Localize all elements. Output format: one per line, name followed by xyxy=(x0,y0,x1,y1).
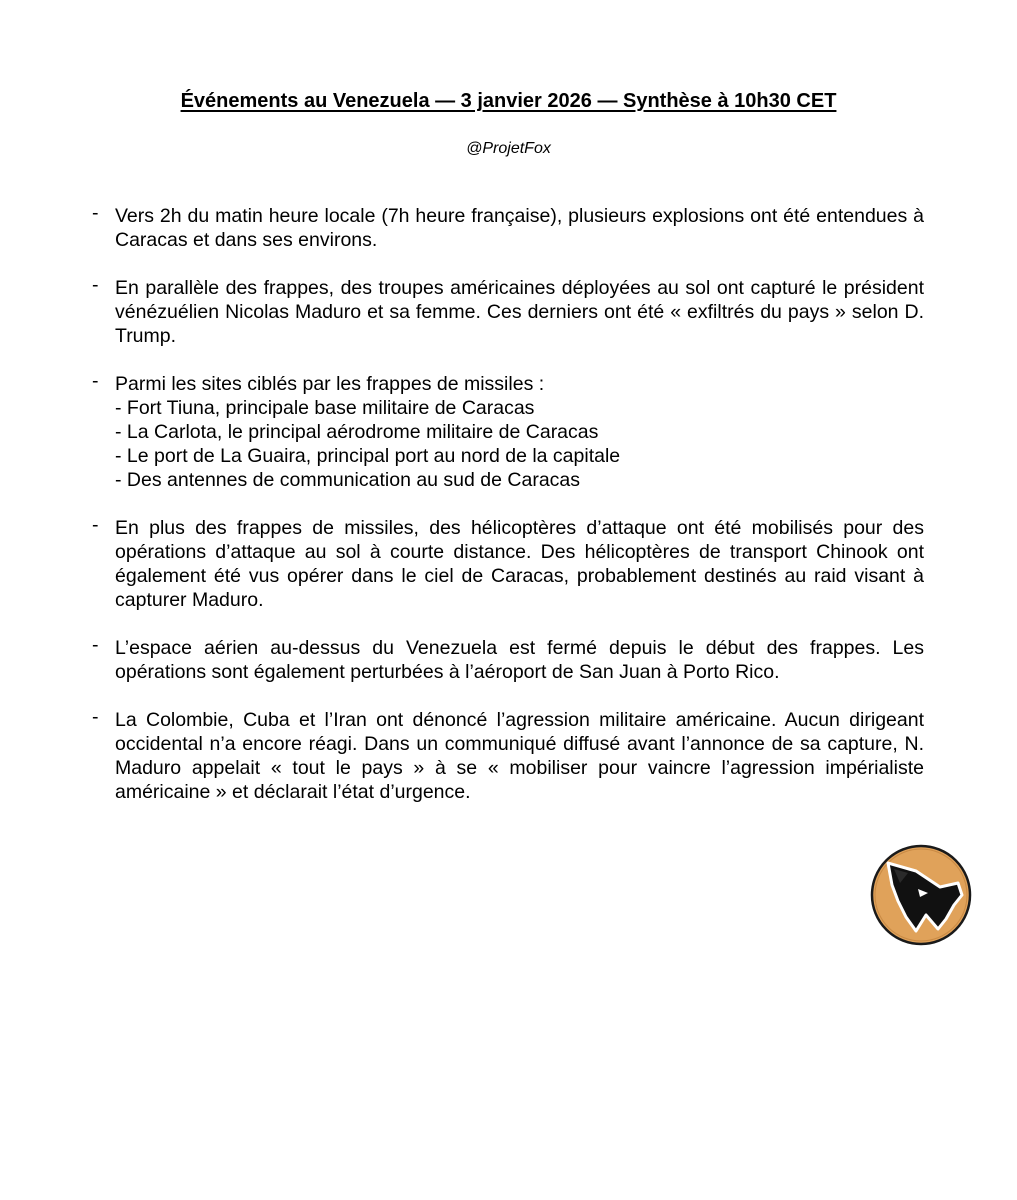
bullet-dash: - xyxy=(92,274,99,296)
target-site-item: - La Carlota, le principal aérodrome militaire de Caracas xyxy=(115,421,599,443)
target-site-item: - Le port de La Guaira, principal port au nord de la capitale xyxy=(115,445,621,467)
list-item-text: Parmi les sites ciblés par les frappes de missiles : xyxy=(115,373,545,395)
bullet-dash: - xyxy=(92,706,99,728)
bullet-dash: - xyxy=(92,370,99,392)
bullet-list xyxy=(92,204,924,828)
list-item xyxy=(92,636,924,684)
target-site-item: - Fort Tiuna, principale base militaire de Caracas xyxy=(115,397,535,419)
list-item-text: En plus des frappes de missiles, des hélicoptères d’attaque ont été mobilisés pour des opérations d’attaque au sol à courte distance. Des hélicoptères de transport Chinook ont également été vus opérer dans le ciel de Caracas, probablement destinés au raid visant à capturer Maduro. xyxy=(115,517,924,611)
bullet-dash: - xyxy=(92,202,99,224)
list-item xyxy=(92,204,924,252)
fox-head-logo-icon xyxy=(868,843,974,947)
list-item-text: L’espace aérien au-dessus du Venezuela est fermé depuis le début des frappes. Les opérations sont également perturbées à l’aéroport de San Juan à Porto Rico. xyxy=(115,637,924,683)
page-title: Événements au Venezuela — 3 janvier 2026 — Synthèse à 10h30 CET xyxy=(180,90,837,112)
list-item-text: En parallèle des frappes, des troupes américaines déployées au sol ont capturé le président vénézuélien Nicolas Maduro et sa femme. Ces derniers ont été « exfiltrés du pays » selon D. Trump. xyxy=(115,277,924,347)
target-sites-list xyxy=(115,396,924,492)
list-item xyxy=(92,276,924,348)
list-item xyxy=(92,372,924,492)
target-site-item: - Des antennes de communication au sud de Caracas xyxy=(115,469,581,491)
bullet-dash: - xyxy=(92,514,99,536)
author-handle: @ProjetFox xyxy=(466,140,551,157)
list-item-text: La Colombie, Cuba et l’Iran ont dénoncé l’agression militaire américaine. Aucun dirigeant occidental n’a encore réagi. Dans un communiqué diffusé avant l’annonce de sa capture, N. Maduro appelait « tout le pays » à se « mobiliser pour vaincre l’agression impérialiste américaine » et déclarait l’état d’urgence. xyxy=(115,709,924,803)
list-item xyxy=(92,708,924,804)
list-item xyxy=(92,516,924,612)
list-item-text: Vers 2h du matin heure locale (7h heure française), plusieurs explosions ont été entendues à Caracas et dans ses environs. xyxy=(115,205,924,251)
bullet-dash: - xyxy=(92,634,99,656)
